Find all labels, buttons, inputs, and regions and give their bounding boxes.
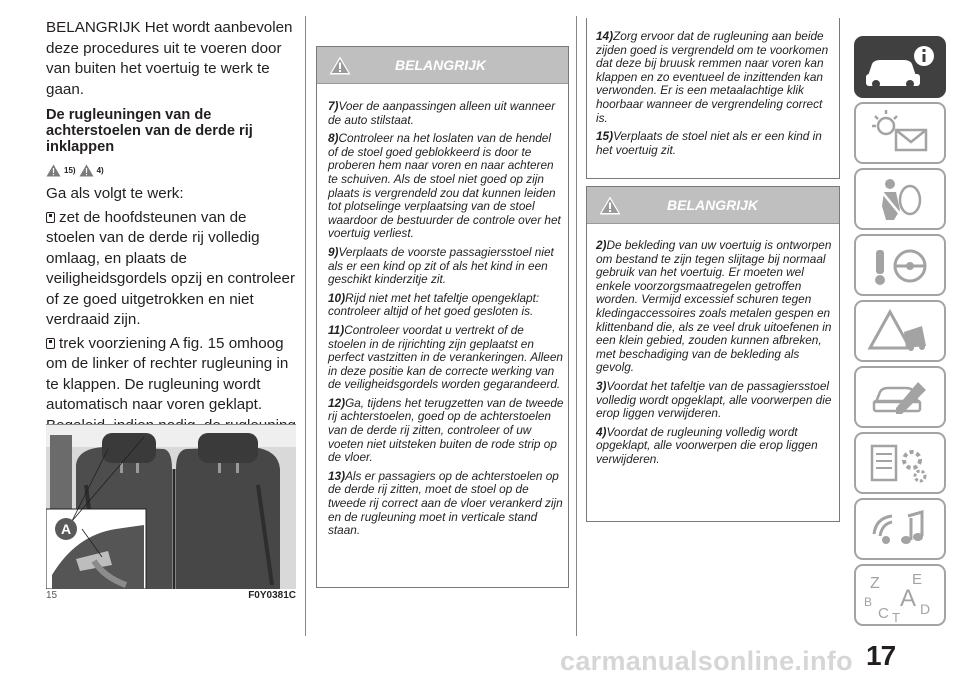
multimedia-icon [856,500,944,558]
warning-box-continued [586,18,840,179]
note-4: 4)Voordat de rugleuning volledig wordt opgeklapt, alle voorwerpen die erop liggen verwijderen. [596,424,818,466]
warning-triangle-icon [329,56,351,75]
caution-ref-1: 4) [96,165,104,175]
tab-specs[interactable] [854,432,946,494]
tab-warning-lights[interactable] [854,102,946,164]
car-info-icon [856,38,944,96]
rear-seat-illustration [46,425,296,589]
warning-ref-1: 15) [64,165,76,175]
column-divider [576,16,577,636]
warning-notes [596,239,834,472]
note-8: 8)Controleer na het loslaten van de hendel of de stoel goed geblokkeerd is door te proberen hem naar voren en naar achteren te schuiven. Als de stoel niet goed op zijn plaats is vergrendeld zou dat kunnen leiden tot plotselinge verplaatsing van de stoel waardoor de bestuurder de controle over het voertuig verliest. [328,131,561,241]
warning-title: BELANGRIJK [395,57,487,73]
tab-multimedia[interactable] [854,498,946,560]
breakdown-triangle-icon [856,302,944,360]
caution-triangle-icon [79,164,94,177]
note-12: 12)Ga, tijdens het terugzetten van de tweede rij achterstoelen, goed op de achterstoelen van de derde rij zitten, controleer of uw voeten niet uitsteken buiten de rode strip op de vloer. [328,395,564,465]
maintenance-icon [856,368,944,426]
figure-number: 15 [46,590,58,601]
note-3: 3)Voordat het tafeltje van de passagiersstoel volledig wordt opgeklapt, alle voorwerpen die erop liggen verwijderen. [596,378,832,421]
step-bullet-icon [46,338,55,349]
warning-box-header [587,187,839,224]
column-divider [305,16,306,636]
warning-box-header [317,47,568,84]
left-column [46,18,296,477]
note-15: 15)Verplaats de stoel niet als er een kind in het voertuig zit. [596,129,822,157]
key-steering-icon [856,236,944,294]
figure-15 [46,424,296,589]
section-heading: De rugleuningen van de achterstoelen van de derde rij inklappen [46,107,253,155]
page-number: 17 [866,640,896,671]
caution-triangle-icon [599,196,621,215]
step-1: zet de hoofdsteunen van de stoelen van de derde rij volledig omlaag, en plaats de veiligheidsgordels opzij en controleer of ze goed uitgetrokken en niet verdraaid zijn. [46,208,296,328]
warning-title: BELANGRIJK [667,197,759,213]
index-letter: T [892,610,900,624]
index-icon [856,566,944,624]
tab-start-drive[interactable] [854,234,946,296]
index-letter: A [900,585,917,612]
warning-box-2 [586,186,840,522]
figure-label-a: A [60,521,72,537]
warning-refs [46,160,296,180]
figure-code: F0Y0381C [248,590,296,601]
index-letter: Z [870,575,880,592]
note-14: 14)Zorg ervoor dat de rugleuning aan beide zijden goed is vergrendeld om te voorkomen dat deze bij bruusk remmen naar voren kan klappen en zo eventueel de inzittenden kan verwonden. Er is een metaalachtige klik hoorbaar wanneer de vergrendeling correct is. [596,29,829,125]
tab-car-info[interactable] [854,36,946,98]
warning-notes-continued [596,30,834,162]
warning-lights-icon [856,104,944,162]
airbag-seatbelt-icon [856,170,944,228]
note-2: 2)De bekleding van uw voertuig is ontworpen om bestand te zijn tegen slijtage bij normaal gebruik van het voertuig. Er moeten wel enkele voorzorgsmaatregelen getroffen worden. Vermijd excessief schuren tegen kledingaccessoires zoals metalen gespen en klittenband die, als ze veel druk uitoefenen in een klein gebied, zouden kunnen afbreken, met beschadiging van de bekleding als gevolg. [596,238,832,375]
note-10: 10)Rijd niet met het tafeltje opengeklapt: controleer altijd of het goed gesloten is. [328,290,540,319]
step-2: trek voorziening A fig. 15 omhoog om de linker of rechter rugleuning in te klappen. De rugleuning wordt automatisch naar voren geklapt. [46,334,289,413]
warning-notes [328,100,564,543]
tab-maintenance[interactable] [854,366,946,428]
step-bullet-icon [46,212,55,223]
note-11: 11)Controleer voordat u vertrekt of de stoelen in de rijrichting zijn geplaatst en perfect vastzitten in de verankeringen. Alleen in deze positie kan de correcte werking van de veiligheidsgordels worden gegarandeerd. [328,322,563,392]
note-9: 9)Verplaats de voorste passagiersstoel niet als er een kind op zit of als het kind in een geschikt kinderzitje zit. [328,244,554,287]
specs-gears-icon [856,434,944,492]
index-letter: C [878,605,889,622]
figure-caption [46,590,296,601]
steps-intro: Ga als volgt te werk: [46,185,184,202]
note-13: 13)Als er passagiers op de achterstoelen op de derde rij zitten, moet de stoel op de tweede rij correct aan de vloer verankerd zijn en de rugleuning moet in verticale stand staan. [328,468,563,538]
intro-text: BELANGRIJK Het wordt aanbevolen deze procedures uit te voeren door van buiten het voertuig te werk te gaan. [46,19,293,98]
watermark: carmanualsonline.info [560,646,853,676]
warning-triangle-icon [46,164,61,177]
index-letter: D [920,601,931,617]
warning-box-1 [316,46,569,588]
note-7: 7)Voer de aanpassingen alleen uit wanneer de auto stilstaat. [328,99,556,127]
tab-safety[interactable] [854,168,946,230]
index-letter: E [912,571,923,588]
index-letter: B [864,595,873,609]
tab-emergency[interactable] [854,300,946,362]
tab-index[interactable] [854,564,946,626]
